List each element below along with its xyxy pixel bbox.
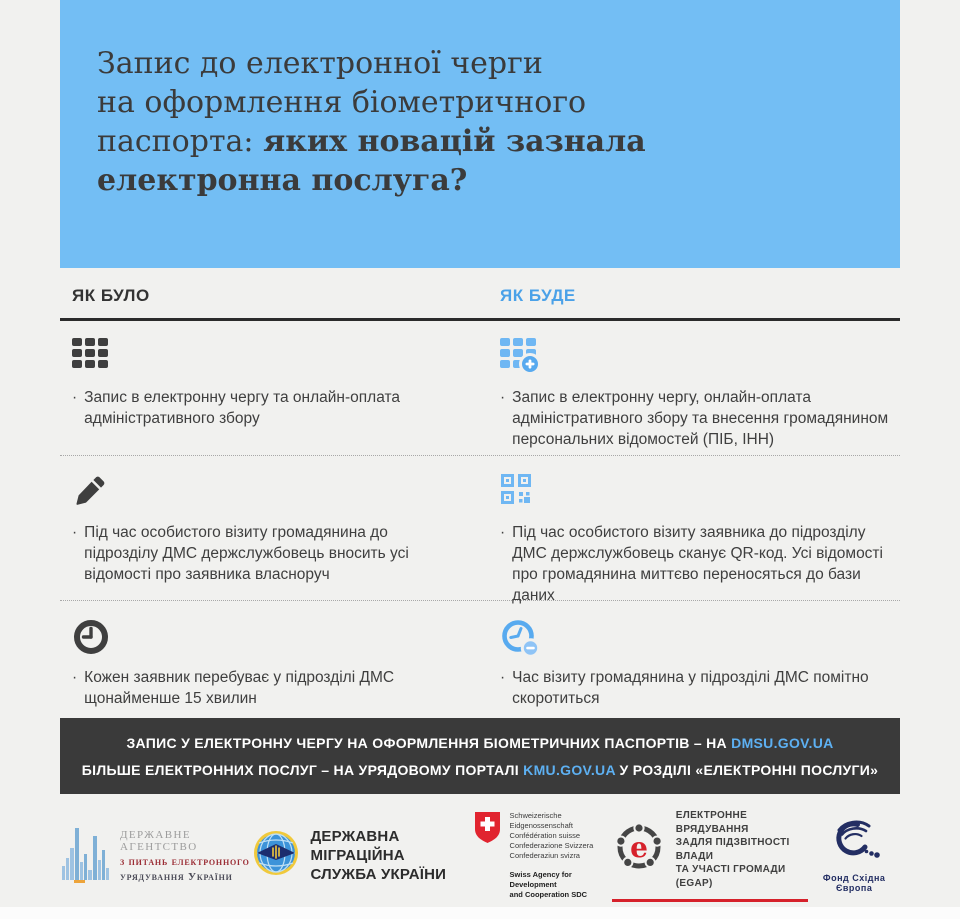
dms-logo bbox=[252, 827, 474, 884]
comparison-row-visit bbox=[60, 456, 900, 604]
egap-line-2: ЗАДЛЯ ПІДЗВІТНОСТІ ВЛАДИ bbox=[675, 837, 790, 862]
item-text: Кожен заявник перебуває у підрозділі ДМС щонайменше 15 хвилин bbox=[84, 669, 395, 707]
bullet: · bbox=[72, 669, 78, 686]
page-title bbox=[97, 44, 646, 200]
title-line-2: на оформлення біометричного bbox=[97, 85, 587, 120]
title-line-1: Запис до електронної черги bbox=[97, 46, 543, 81]
will-cell bbox=[500, 338, 900, 455]
dms-line-1: ДЕРЖАВНА МІГРАЦІЙНА bbox=[310, 828, 405, 864]
title-line-3-regular: паспорта: bbox=[97, 124, 264, 159]
swiss-sdc-logo bbox=[474, 811, 612, 900]
egov-agency-text bbox=[120, 829, 252, 883]
hero-banner bbox=[60, 0, 900, 268]
was-cell bbox=[60, 338, 500, 455]
column-headers bbox=[60, 286, 900, 318]
title-line-3 bbox=[97, 122, 646, 161]
dmsu-link[interactable]: DMSU.GOV.UA bbox=[731, 735, 834, 751]
will-cell bbox=[500, 618, 900, 718]
swiss-line-4: Confederaziun svizra bbox=[509, 851, 580, 860]
swiss-flag-icon bbox=[474, 811, 501, 849]
eef-label: Фонд Східна Європа bbox=[822, 873, 886, 893]
swiss-agency-line-2: and Cooperation SDC bbox=[509, 890, 588, 899]
will-cell bbox=[500, 473, 900, 604]
list-item bbox=[500, 387, 894, 450]
bullet: · bbox=[72, 524, 78, 541]
swiss-text bbox=[510, 811, 612, 900]
egap-text bbox=[676, 809, 809, 890]
egov-agency-logo bbox=[60, 822, 252, 889]
was-cell bbox=[60, 618, 500, 718]
bullet: · bbox=[72, 389, 78, 406]
bar-chart-city-icon bbox=[60, 822, 110, 889]
bullet: · bbox=[500, 389, 506, 406]
list-item bbox=[72, 387, 460, 429]
bullet: · bbox=[500, 524, 506, 541]
footer-line-2-text: БІЛЬШЕ ЕЛЕКТРОННИХ ПОСЛУГ – НА УРЯДОВОМУ ПОРТАЛІ bbox=[81, 762, 524, 778]
swiss-line-2: Confédération suisse bbox=[509, 831, 580, 840]
dms-emblem-icon bbox=[252, 829, 300, 882]
comparison-row-registration bbox=[60, 321, 900, 456]
grid-icon bbox=[72, 338, 460, 378]
footer-line-1 bbox=[60, 730, 900, 757]
column-header-was: ЯК БУЛО bbox=[72, 286, 150, 305]
dms-text bbox=[311, 827, 474, 884]
partner-logos bbox=[60, 808, 900, 903]
footer-line-2-suffix: У РОЗДІЛІ «ЕЛЕКТРОННІ ПОСЛУГИ» bbox=[615, 762, 879, 778]
dms-line-2: СЛУЖБА УКРАЇНИ bbox=[310, 866, 447, 883]
footer-bar bbox=[60, 718, 900, 794]
eef-e-icon bbox=[828, 818, 880, 867]
item-text: Запис в електронну чергу та онлайн-оплата адміністративного збору bbox=[84, 389, 401, 427]
item-text: Під час особистого візиту заявника до підрозділу ДМС держслужбовець сканує QR-код. Усі відомості про громадянина миттєво переносяться до бази даних bbox=[512, 524, 883, 604]
agency-line-3: урядування України bbox=[120, 870, 233, 883]
bullet: · bbox=[500, 669, 506, 686]
swiss-line-3: Confederazione Svizzera bbox=[509, 841, 594, 850]
swiss-line-1: Schweizerische Eidgenossenschaft bbox=[509, 811, 573, 830]
was-cell bbox=[60, 473, 500, 600]
comparison-table bbox=[60, 321, 900, 718]
list-item bbox=[500, 667, 894, 709]
egap-ring-icon bbox=[612, 820, 666, 879]
egap-underline bbox=[612, 899, 809, 902]
qr-code-icon bbox=[500, 473, 894, 513]
agency-line-2: з питань електронного bbox=[120, 855, 250, 868]
pencil-icon bbox=[72, 473, 460, 513]
kmu-link[interactable]: KMU.GOV.UA bbox=[523, 762, 616, 778]
egap-line-1: ЕЛЕКТРОННЕ ВРЯДУВАННЯ bbox=[675, 810, 749, 835]
egap-line-3: ТА УЧАСТІ ГРОМАДИ (EGAP) bbox=[675, 864, 786, 889]
agency-line-1: ДЕРЖАВНЕ АГЕНТСТВО bbox=[120, 828, 198, 853]
comparison-row-time bbox=[60, 601, 900, 718]
column-header-will: ЯК БУДЕ bbox=[500, 286, 576, 305]
item-text: Час візиту громадянина у підрозділі ДМС помітно скоротиться bbox=[512, 669, 869, 707]
list-item bbox=[72, 522, 460, 585]
eef-logo bbox=[808, 818, 900, 893]
item-text: Запис в електронну чергу, онлайн-оплата адміністративного збору та внесення громадянином персональних відомостей (ПІБ, ІНН) bbox=[512, 389, 889, 448]
svg-text:e: e bbox=[629, 831, 648, 864]
egap-logo bbox=[612, 809, 809, 902]
clock-minus-icon bbox=[500, 618, 894, 658]
item-text: Під час особистого візиту громадянина до підрозділу ДМС держслужбовець вносить усі відомості про заявника власноруч bbox=[84, 524, 409, 583]
clock-icon bbox=[72, 618, 460, 658]
title-line-4: електронна послуга? bbox=[97, 163, 468, 198]
swiss-agency-line-1: Swiss Agency for Development bbox=[509, 870, 572, 889]
grid-plus-icon bbox=[500, 338, 894, 378]
list-item bbox=[72, 667, 460, 709]
footer-line-2 bbox=[60, 757, 900, 784]
bottom-strip bbox=[0, 907, 960, 919]
list-item bbox=[500, 522, 894, 606]
footer-line-1-text: ЗАПИС У ЕЛЕКТРОННУ ЧЕРГУ НА ОФОРМЛЕННЯ БІОМЕТРИЧНИХ ПАСПОРТІВ – НА bbox=[126, 735, 732, 751]
title-line-3-bold: яких новацій зазнала bbox=[263, 124, 646, 159]
